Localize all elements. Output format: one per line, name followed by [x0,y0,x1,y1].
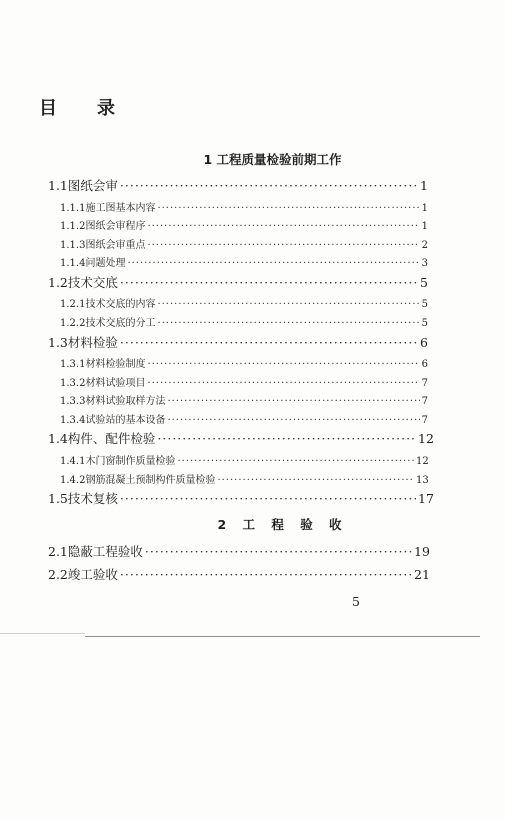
toc-entry-number: 1.3.3 [60,396,86,408]
toc-entry-number: 1.2.2 [60,317,86,329]
toc-entry-number: 1.1.3 [60,239,86,251]
dot-leader [147,359,419,370]
dot-leader [217,475,414,486]
toc-entry-number: 1.1.4 [60,258,86,270]
toc-entry-page: 7 [421,377,428,389]
toc-entry [0,333,428,356]
dot-leader [120,275,418,290]
toc-entry-label: 技术复核 [67,491,118,507]
toc-entry-label: 钢筋混凝土预制构件质量检验 [85,474,216,486]
page-title [39,94,115,120]
toc-entry-number: 2.2 [48,566,68,582]
toc-entry-page: 12 [416,455,429,467]
toc-entry-label: 木门窗制作质量检验 [85,455,176,467]
toc-entry [0,199,428,218]
dot-leader [120,178,418,193]
toc-entry-label: 施工图基本内容 [85,202,156,214]
dot-leader [157,203,419,214]
toc-entry [0,273,428,296]
toc-entry-number: 1.3.2 [60,377,86,389]
chapter-2-heading: 2 工 程 验 收 [217,517,348,532]
toc-entry-page: 5 [420,274,428,290]
toc-entry-page: 5 [421,299,428,311]
toc-entry-label: 技术交底的分工 [85,317,156,329]
toc-entry-label: 构件、配件检验 [67,431,156,447]
toc-entry-label: 问题处理 [85,258,126,270]
toc-entry [0,236,428,255]
chapter-1-heading: 1 工程质量检验前期工作 [203,152,342,167]
toc-entry-label: 材料试验取样方法 [85,396,166,408]
toc-entry-page: 3 [421,258,428,270]
toc-entry-label: 技术交底的内容 [85,299,156,311]
toc-entry-page: 1 [420,178,428,193]
dot-leader [157,431,416,446]
toc-entry-page: 1 [421,221,428,233]
scan-edge-line [0,633,85,634]
dot-leader [120,335,418,350]
toc-entry-label: 隐蔽工程验收 [67,544,143,559]
toc-entry-page: 7 [421,396,428,408]
toc-entry-label: 竣工验收 [67,566,118,582]
dot-leader [147,240,419,251]
toc-entry-label: 材料试验项目 [85,377,146,389]
toc-entry-page: 7 [421,414,428,426]
toc-entry [0,452,428,471]
toc-entry-page: 21 [414,566,430,582]
toc-entry-label: 图纸会审程序 [85,221,146,233]
toc-entry-number: 1.2.1 [60,299,86,311]
title-part-1: 目 [39,98,57,119]
toc-entry-page: 1 [421,202,428,214]
toc-entry-number: 1.5 [48,491,68,507]
toc-entry-number: 1.1.1 [60,202,86,214]
toc-entry-number: 1.3 [48,334,68,350]
toc-entry-page: 17 [418,491,434,507]
dot-leader [120,567,412,582]
toc-entry-page: 6 [420,334,428,350]
toc-entry [0,355,428,374]
toc-entry-label: 试验站的基本设备 [85,414,166,426]
toc-entry [0,176,428,199]
toc-entry [0,392,428,411]
dot-leader [157,299,419,310]
dot-leader [147,378,419,389]
toc-entry-number: 1.3.1 [60,359,86,371]
toc-entry [0,314,428,333]
toc-entry [0,565,428,588]
toc-entry-label: 图纸会审 [67,178,118,193]
chapter-1-toc [0,176,505,512]
toc-entry [0,489,434,512]
toc-entry-number: 1.1 [48,178,68,193]
toc-entry-number: 1.2 [48,274,68,290]
toc-entry [0,471,428,490]
page-number: 5 [352,594,360,609]
toc-entry-label: 图纸会审重点 [85,239,146,251]
toc-entry-number: 1.3.4 [60,414,86,426]
toc-entry-number: 1.4 [48,431,68,447]
toc-entry [0,411,428,430]
chapter-2-toc [0,542,505,587]
toc-entry-number: 1.4.2 [60,474,86,486]
toc-entry-number: 1.1.2 [60,221,86,233]
toc-entry [0,429,434,452]
toc-entry-number: 1.4.1 [60,455,86,467]
dot-leader [145,544,412,559]
toc-entry-page: 2 [421,239,428,251]
toc-entry-page: 6 [421,359,428,371]
dot-leader [167,396,419,407]
toc-entry-label: 技术交底 [67,274,118,290]
title-part-2: 录 [97,98,115,119]
toc-entry-label: 材料检验 [67,334,118,350]
toc-entry [0,374,428,393]
toc-entry-page: 5 [421,317,428,329]
toc-entry [0,217,428,236]
toc-entry-label: 材料检验制度 [85,359,146,371]
dot-leader [167,415,419,426]
toc-entry [0,254,428,273]
toc-entry [0,295,428,314]
toc-entry [0,542,428,565]
toc-entry-page: 13 [416,474,429,486]
toc-entry-page: 19 [414,544,430,559]
dot-leader [127,258,419,269]
toc-entry-number: 2.1 [48,544,68,559]
dot-leader [120,491,416,506]
toc-entry-page: 12 [418,431,434,447]
page-bottom-rule [85,636,480,637]
dot-leader [147,221,419,232]
dot-leader [157,318,419,329]
dot-leader [177,456,414,467]
